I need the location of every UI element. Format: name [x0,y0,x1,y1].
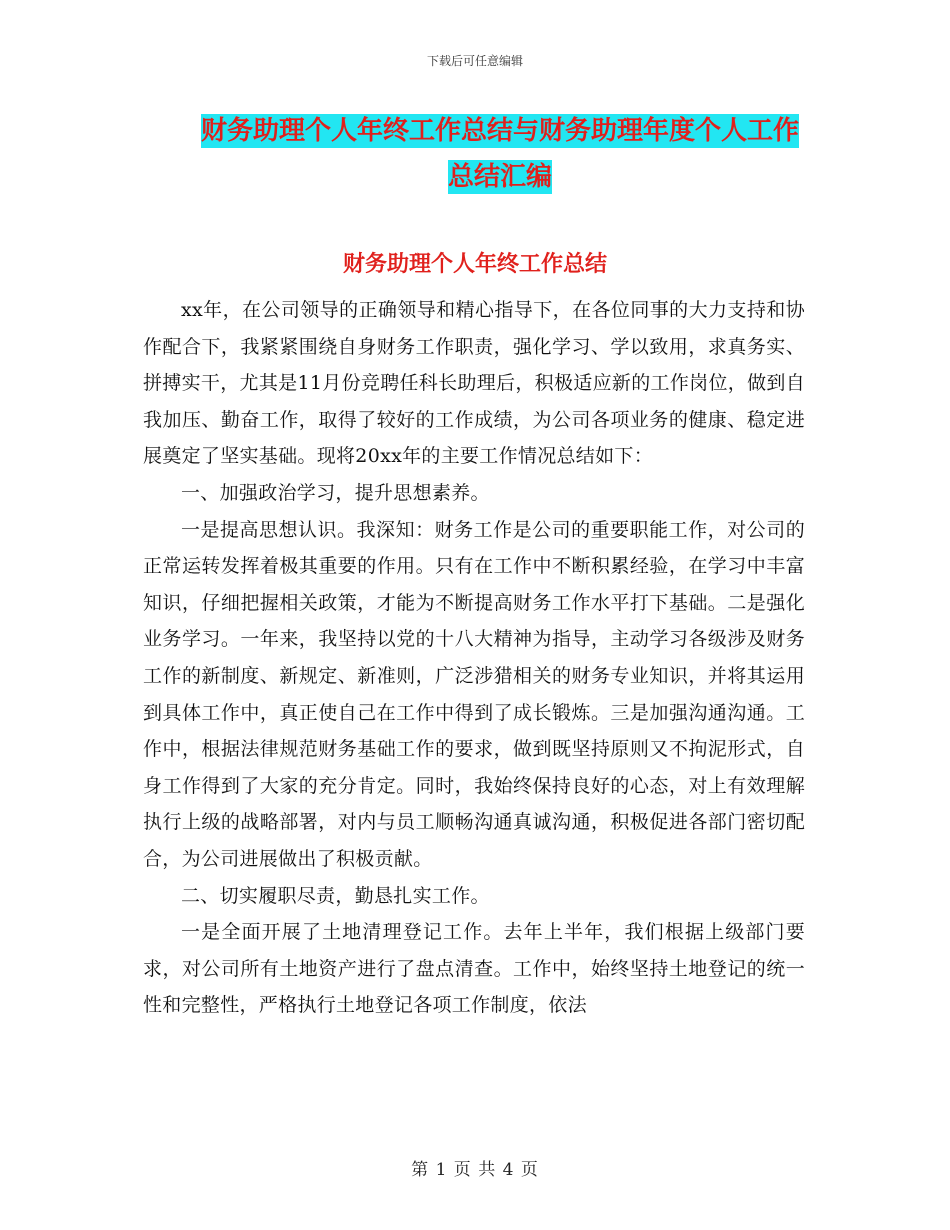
paragraph: 一是提高思想认识。我深知：财务工作是公司的重要职能工作，对公司的正常运转发挥着极其重要的作用。只有在工作中不断积累经验，在学习中丰富知识，仔细把握相关政策，才能为不断提高财务工作水平打下基础。二是强化业务学习。一年来，我坚持以党的十八大精神为指导，主动学习各级涉及财务工作的新制度、新规定、新准则，广泛涉猎相关的财务专业知识，并将其运用到具体工作中，真正使自己在工作中得到了成长锻炼。三是加强沟通沟通。工作中，根据法律规范财务基础工作的要求，做到既坚持原则又不拘泥形式，自身工作得到了大家的充分肯定。同时，我始终保持良好的心态，对上有效理解执行上级的战略部署，对内与员工顺畅沟通真诚沟通，积极促进各部门密切配合，为公司进展做出了积极贡献。 [143,518,805,870]
document-title-line1: 财务助理个人年终工作总结与财务助理年度个人工作 [200,116,799,146]
section-title: 财务助理个人年终工作总结 [342,252,607,277]
paragraph: 一是全面开展了土地清理登记工作。去年上半年，我们根据上级部门要求，对公司所有土地资产进行了盘点清查。工作中，始终坚持土地登记的统一性和完整性，严格执行土地登记各项工作制度，依法 [143,921,805,1017]
document-title-line2: 总结汇编 [447,162,552,192]
document-title [180,108,820,200]
body-text [143,292,805,1024]
page-footer: 第 1 页 共 4 页 [411,1160,539,1180]
paragraph: xx年，在公司领导的正确领导和精心指导下，在各位同事的大力支持和协作配合下，我紧紧围绕自身财务工作职责，强化学习、学以致用，求真务实、拼搏实干，尤其是11月份竞聘任科长助理后，积极适应新的工作岗位，做到自我加压、勤奋工作，取得了较好的工作成绩，为公司各项业务的健康、稳定进展奠定了坚实基础。现将20xx年的主要工作情况总结如下： [143,299,805,468]
header-note: 下载后可任意编辑 [426,54,523,68]
paragraph: 二、切实履职尽责，勤恳扎实工作。 [181,884,490,907]
paragraph: 一、加强政治学习，提升思想素养。 [181,481,490,504]
